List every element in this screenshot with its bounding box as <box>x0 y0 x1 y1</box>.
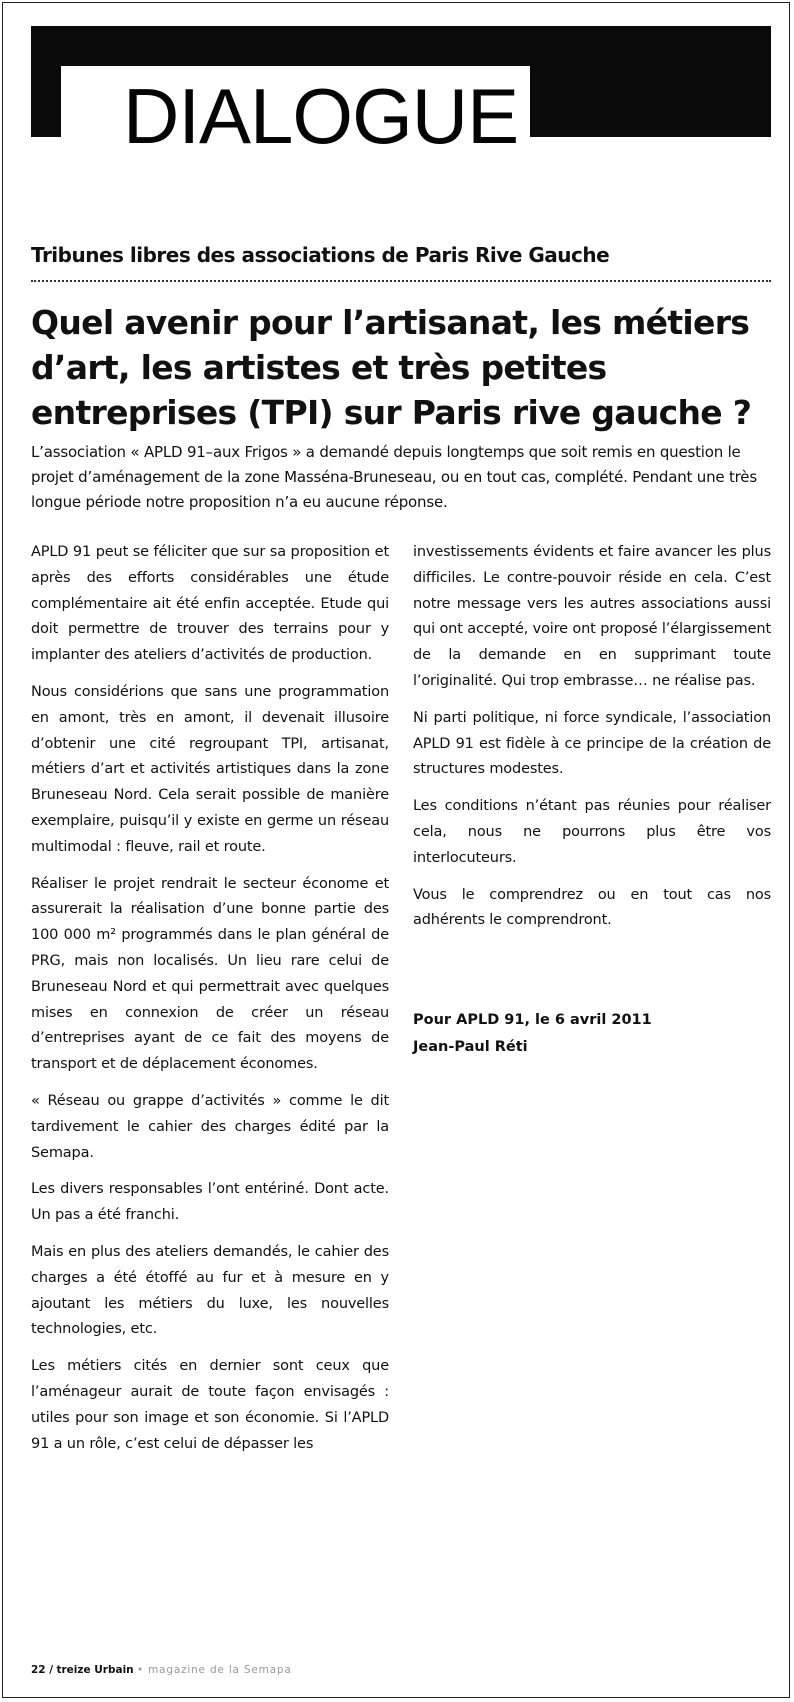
article-headline: Quel avenir pour l’artisanat, les métiers d’art, les artistes et très petites entreprises (TPI) sur Paris rive gauche ? <box>31 303 752 432</box>
page-number: 22 / <box>31 1664 54 1676</box>
section-kicker: Tribunes libres des associations de Paris Rive Gauche <box>31 243 610 267</box>
left-paragraph-7: Les métiers cités en dernier sont ceux que l’aménageur aurait de toute façon envisagés : utiles pour son image et son économie. Si l’APLD 91 a un rôle, c’est celui de dépasser les <box>31 1358 389 1452</box>
right-paragraph-3: Les conditions n’étant pas réunies pour réaliser cela, nous ne pourrons plus être vos interlocuteurs. <box>413 798 771 866</box>
right-paragraph-2: Ni parti politique, ni force syndicale, l’association APLD 91 est fidèle à ce principe de la création de structures modestes. <box>413 709 771 778</box>
left-paragraph-5: Les divers responsables l’ont entériné. Dont acte. Un pas a été franchi. <box>31 1181 389 1224</box>
right-column <box>413 540 771 945</box>
left-paragraph-6: Mais en plus des ateliers demandés, le cahier des charges a été étoffé au fur et à mesure en y ajoutant les métiers du luxe, les nouvelles technologies, etc. <box>31 1243 389 1338</box>
left-column <box>31 540 389 1468</box>
section-banner <box>31 26 771 160</box>
magazine-tagline: • magazine de la Semapa <box>136 1664 292 1676</box>
left-paragraph-1: APLD 91 peut se féliciter que sur sa proposition et après des efforts considérables une étude complémentaire ait été enfin acceptée. Etude qui doit permettre de trouver des terrains pour y implanter des ateliers d’activités de production. <box>31 544 389 664</box>
magazine-name: treize Urbain <box>56 1664 134 1676</box>
left-paragraph-3: Réaliser le projet rendrait le secteur économe et assurerait la réalisation d’une bonne partie des 100 000 m² programmés dans le plan général de PRG, mais non localisés. Un lieu rare celui de Bruneseau Nord et qui permettrait avec quelques mises en connexion de créer un réseau d’entreprises ayant de ce fait des moyens de transport et de déplacement économes. <box>31 875 389 1073</box>
right-paragraph-1: investissements évidents et faire avancer les plus difficiles. Le contre-pouvoir réside en cela. C’est notre message vers les autres associations aussi qui ont accepté, voire ont proposé l’élargissement de la demande en en supprimant toute l’originalité. Qui trop embrasse… ne réalise pas. <box>413 544 771 689</box>
dotted-divider <box>31 280 771 282</box>
left-paragraph-4: « Réseau ou grappe d’activités » comme le dit tardivement le cahier des charges édité par la Semapa. <box>31 1092 389 1161</box>
page-footer <box>31 1663 292 1677</box>
right-paragraph-4: Vous le comprendrez ou en tout cas nos adhérents le comprendront. <box>413 886 771 929</box>
banner-title: DIALOGUE <box>61 66 530 162</box>
signature-date: Pour APLD 91, le 6 avril 2011 <box>413 1012 652 1028</box>
signature-block <box>413 1007 771 1061</box>
article-intro: L’association « APLD 91–aux Frigos » a demandé depuis longtemps que soit remis en question le projet d’aménagement de la zone Masséna-Bruneseau, ou en tout cas, complété. Pendant une très longue période notre proposition n’a eu aucune réponse. <box>31 443 757 511</box>
signature-author: Jean-Paul Réti <box>413 1039 528 1055</box>
left-paragraph-2: Nous considérions que sans une programmation en amont, très en amont, il devenait illusoire d’obtenir une cité regroupant TPI, artisanat, métiers d’art et activités artistiques dans la zone Bruneseau Nord. Cela serait possible de manière exemplaire, puisqu’il y existe en germe un réseau multimodal : fleuve, rail et route. <box>31 683 389 855</box>
